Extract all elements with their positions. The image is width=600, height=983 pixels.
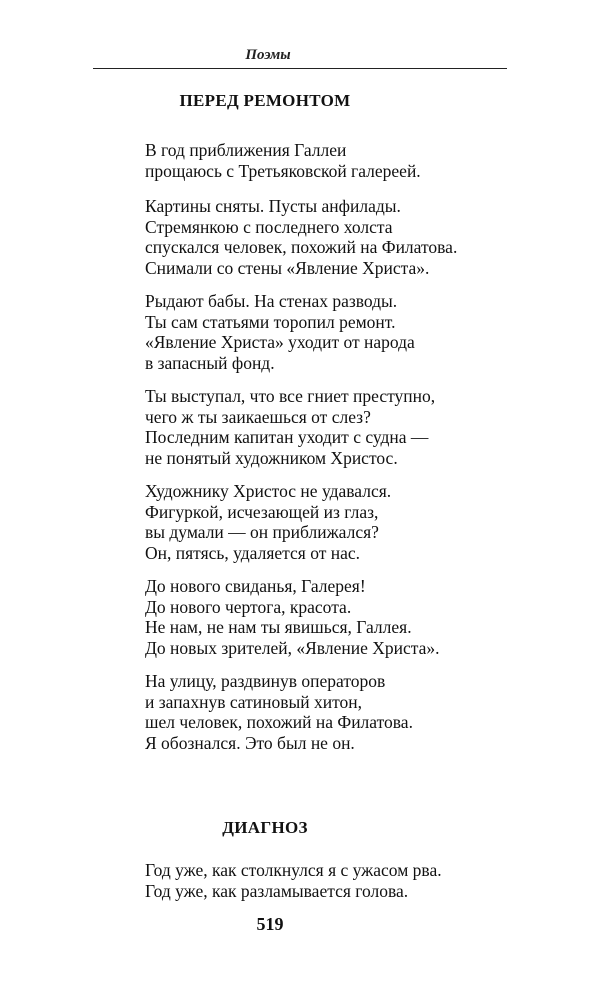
verse-line: До новых зрителей, «Явление Христа». xyxy=(145,637,440,658)
verse-line: шел человек, похожий на Филатова. xyxy=(145,712,413,733)
verse-line: и запахнув сатиновый хитон, xyxy=(145,691,363,712)
stanza xyxy=(145,140,421,181)
verse-line: прощаюсь с Третьяковской галереей. xyxy=(145,160,421,181)
stanza xyxy=(145,386,435,468)
verse-line: спускался человек, похожий на Филатова. xyxy=(145,237,458,258)
verse-line: Последним капитан уходит с судна — xyxy=(145,427,429,448)
verse-line: «Явление Христа» уходит от народа xyxy=(145,332,415,353)
verse-line: не понятый художником Христос. xyxy=(145,447,398,468)
verse-line: В год приближения Галлеи xyxy=(145,140,347,160)
stanza xyxy=(145,860,442,901)
verse-line: Художнику Христос не удавался. xyxy=(145,481,392,501)
stanza xyxy=(145,196,457,278)
running-head: Поэмы xyxy=(245,47,291,63)
verse-line: Не нам, не нам ты явишься, Галлея. xyxy=(145,617,412,638)
verse-line: До нового чертога, красота. xyxy=(145,596,352,617)
verse-line: вы думали — он приближался? xyxy=(145,522,379,543)
page-number: 519 xyxy=(256,914,284,934)
verse-line: Я обознался. Это был не он. xyxy=(145,732,355,753)
stanza xyxy=(145,291,415,373)
verse-line: Год уже, как столкнулся я с ужасом рва. xyxy=(145,860,442,880)
verse-line: Год уже, как разламывается голова. xyxy=(145,880,409,901)
verse-line: До нового свиданья, Галерея! xyxy=(145,576,366,596)
header-rule xyxy=(93,68,507,69)
stanza xyxy=(145,576,439,658)
verse-line: в запасный фонд. xyxy=(145,352,275,373)
verse-line: Он, пятясь, удаляется от нас. xyxy=(145,542,361,563)
verse-line: Ты выступал, что все гниет преступно, xyxy=(145,386,436,406)
verse-line: Снимали со стены «Явление Христа». xyxy=(145,257,430,278)
poem-title: ПЕРЕД РЕМОНТОМ xyxy=(179,91,351,110)
verse-line: Рыдают бабы. На стенах разводы. xyxy=(145,291,398,311)
verse-line: чего ж ты заикаешься от слез? xyxy=(145,406,371,427)
verse-line: Ты сам статьями торопил ремонт. xyxy=(145,311,396,332)
stanza xyxy=(145,671,413,753)
verse-line: Фигуркой, исчезающей из глаз, xyxy=(145,501,379,522)
verse-line: Картины сняты. Пусты анфилады. xyxy=(145,196,401,216)
verse-line: На улицу, раздвинув операторов xyxy=(145,671,386,691)
stanza xyxy=(145,481,391,563)
poem-title: ДИАГНОЗ xyxy=(222,818,308,837)
verse-line: Стремянкою с последнего холста xyxy=(145,216,393,237)
